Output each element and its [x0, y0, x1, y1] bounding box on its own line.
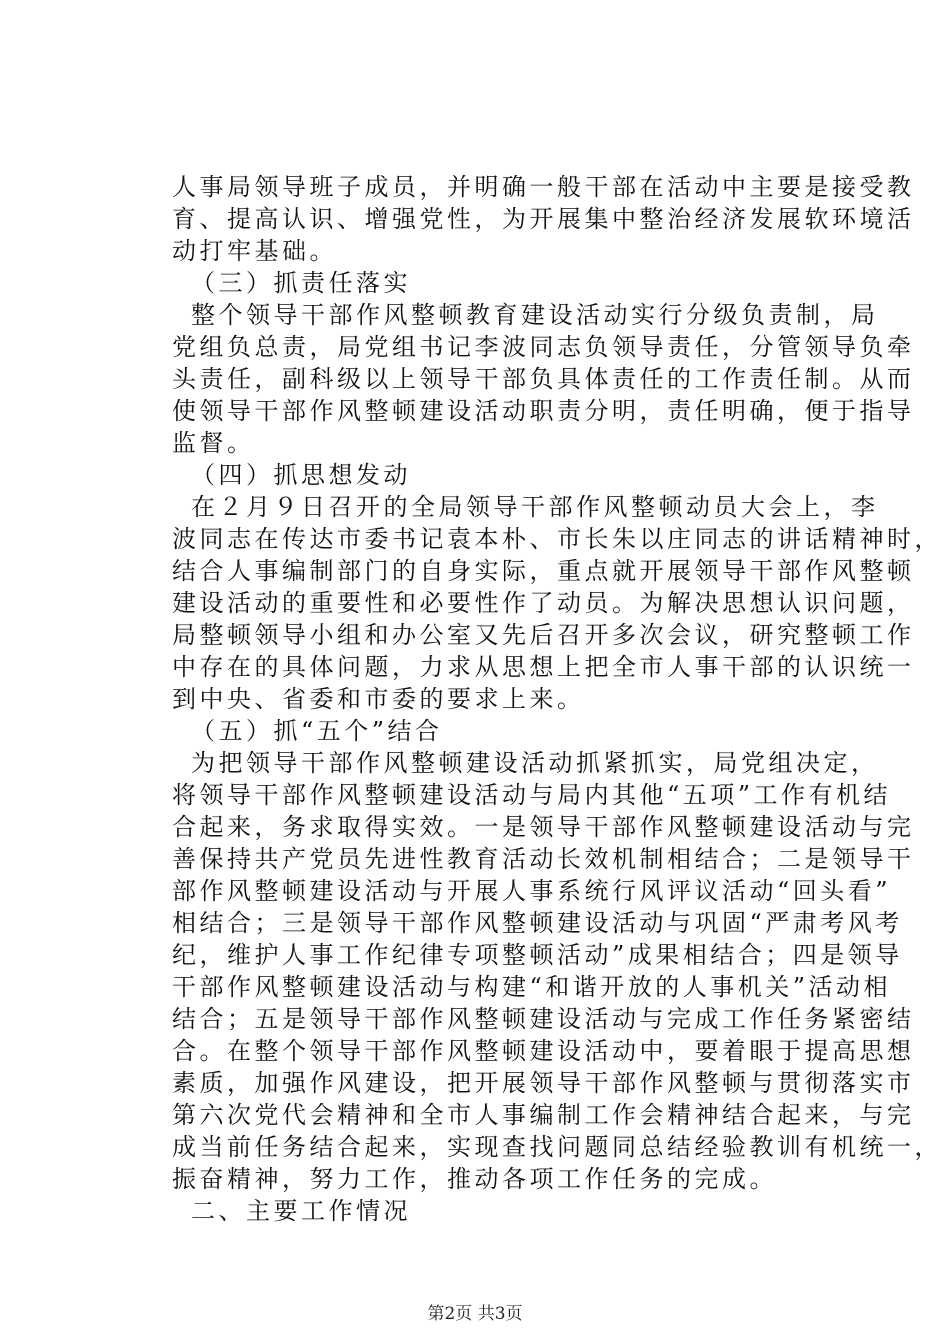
text-line: 善保持共产党员先进性教育活动长效机制相结合；二是领导干	[172, 845, 915, 873]
text-line: 党组负总责，局党组书记李波同志负领导责任，分管领导负牵	[172, 333, 915, 361]
text-line: 振奋精神，努力工作，推动各项工作任务的完成。	[172, 1165, 777, 1193]
text-line: 结合人事编制部门的自身实际，重点就开展领导干部作风整顿	[172, 557, 915, 585]
text-line: （五）抓“五个”结合	[191, 717, 443, 745]
text-line: 整个领导干部作风整顿教育建设活动实行分级负责制，局	[191, 301, 879, 329]
text-line: 为把领导干部作风整顿建设活动抓紧抓实，局党组决定，	[191, 749, 879, 777]
text-line: （三）抓责任落实	[191, 269, 411, 297]
text-line: 建设活动的重要性和必要性作了动员。为解决思想认识问题，	[172, 589, 915, 617]
text-line: 成当前任务结合起来，实现查找问题同总结经验教训有机统一，	[172, 1133, 942, 1161]
text-line: 第六次党代会精神和全市人事编制工作会精神结合起来，与完	[172, 1101, 915, 1129]
text-line: 人事局领导班子成员，并明确一般干部在活动中主要是接受教	[172, 173, 915, 201]
page-footer: 第2页 共3页	[427, 1304, 523, 1324]
text-line: 在２月９日召开的全局领导干部作风整顿动员大会上，李	[191, 493, 879, 521]
text-line: 波同志在传达市委书记袁本朴、市长朱以庄同志的讲话精神时，	[172, 525, 942, 553]
text-line: 头责任，副科级以上领导干部负具体责任的工作责任制。从而	[172, 365, 915, 393]
text-line: 干部作风整顿建设活动与构建“和谐开放的人事机关”活动相	[172, 973, 892, 1001]
text-line: 纪，维护人事工作纪律专项整顿活动”成果相结合；四是领导	[172, 941, 903, 969]
text-line: 育、提高认识、增强党性，为开展集中整治经济发展软环境活	[172, 205, 915, 233]
text-line: 素质，加强作风建设，把开展领导干部作风整顿与贯彻落实市	[172, 1069, 915, 1097]
text-line: 合。在整个领导干部作风整顿建设活动中，要着眼于提高思想	[172, 1037, 915, 1065]
text-line: 相结合；三是领导干部作风整顿建设活动与巩固“严肃考风考	[172, 909, 903, 937]
text-line: 二、主要工作情况	[191, 1197, 411, 1225]
text-line: 合起来，务求取得实效。一是领导干部作风整顿建设活动与完	[172, 813, 915, 841]
text-line: 中存在的具体问题，力求从思想上把全市人事干部的认识统一	[172, 653, 915, 681]
text-line: 将领导干部作风整顿建设活动与局内其他“五项”工作有机结	[172, 781, 892, 809]
text-line: （四）抓思想发动	[191, 461, 411, 489]
document-body	[172, 171, 942, 1227]
text-line: 监督。	[172, 429, 255, 457]
text-line: 使领导干部作风整顿建设活动职责分明，责任明确，便于指导	[172, 397, 915, 425]
text-line: 动打牢基础。	[172, 237, 337, 265]
text-line: 局整顿领导小组和办公室又先后召开多次会议，研究整顿工作	[172, 621, 915, 649]
text-line: 结合；五是领导干部作风整顿建设活动与完成工作任务紧密结	[172, 1005, 915, 1033]
text-line: 部作风整顿建设活动与开展人事系统行风评议活动“回头看”	[172, 877, 892, 905]
text-line: 到中央、省委和市委的要求上来。	[172, 685, 585, 713]
